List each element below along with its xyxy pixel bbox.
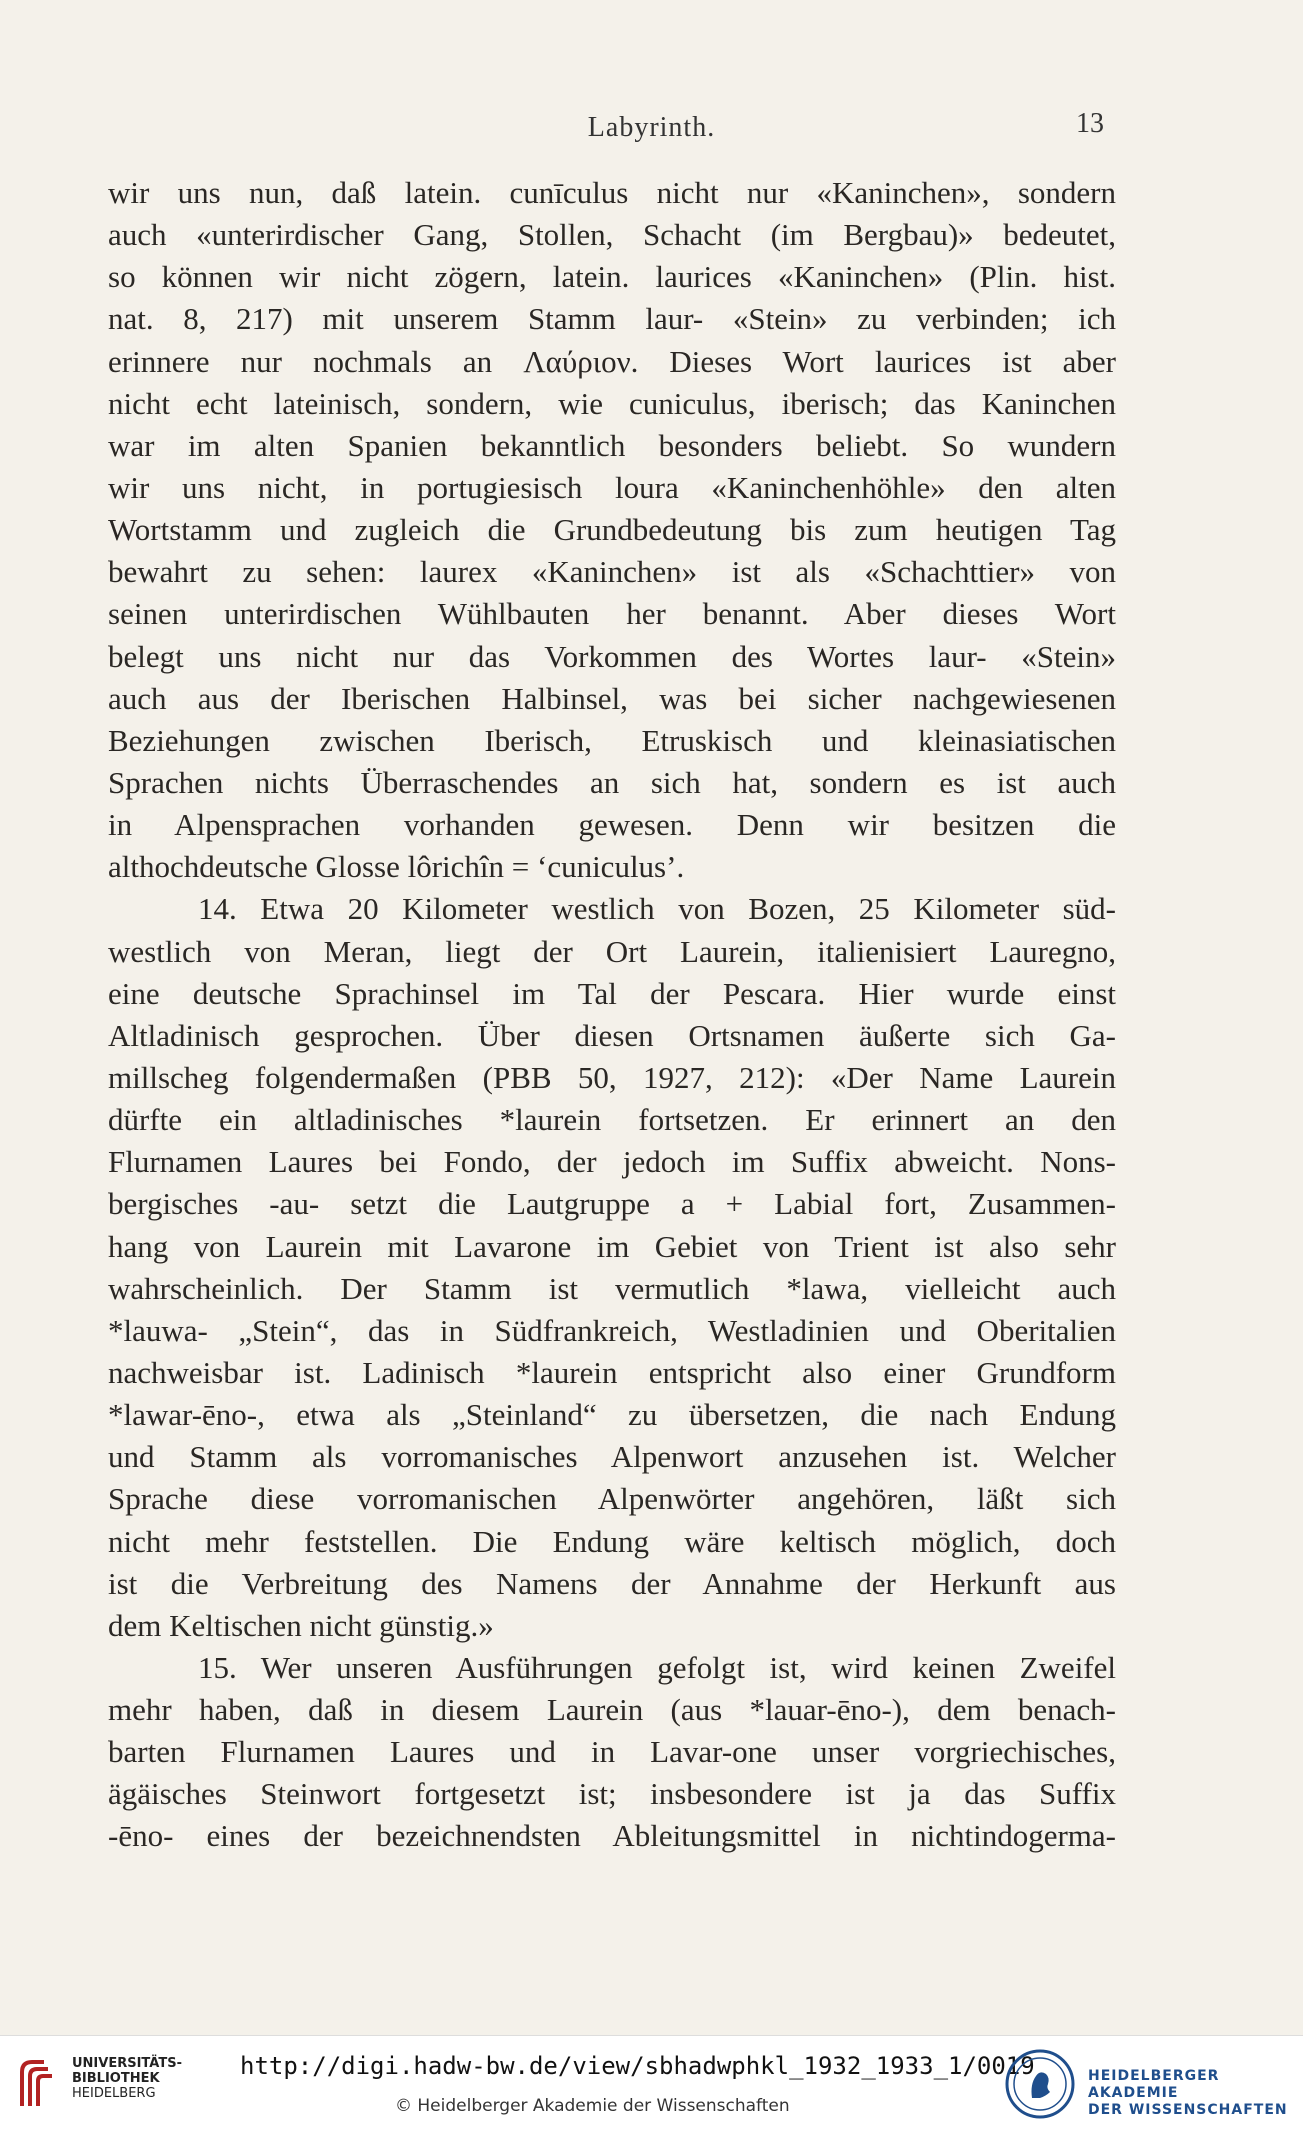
text-line: belegt uns nicht nur das Vorkommen des Wortes laur- «Stein» <box>108 638 1116 674</box>
text-line: nat. 8, 217) mit unserem Stamm laur- «Stein» zu verbinden; ich <box>108 301 1116 337</box>
text-line: nachweisbar ist. Ladinisch *laurein entspricht also einer Grundform <box>108 1354 1116 1390</box>
text-line: althochdeutsche Glosse lôrichîn = ‘cuniculus’. <box>108 849 685 885</box>
text-line: dem Keltischen nicht günstig.» <box>108 1607 494 1643</box>
footer-bar <box>0 2035 1303 2132</box>
academy-name: HEIDELBERGER AKADEMIE DER WISSENSCHAFTEN <box>1088 2068 1288 2118</box>
text-line: und Stamm als vorromanisches Alpenwort anzusehen ist. Welcher <box>108 1439 1116 1475</box>
text-line: mehr haben, daß in diesem Laurein (aus *lauar-ēno-), dem benach- <box>108 1692 1116 1728</box>
text-line: wir uns nun, daß latein. cunīculus nicht nur «Kaninchen», sondern <box>108 175 1116 210</box>
text-line: nicht mehr feststellen. Die Endung wäre keltisch möglich, doch <box>108 1523 1116 1559</box>
text-line: westlich von Meran, liegt der Ort Laurein, italienisiert Lauregno, <box>108 933 1116 969</box>
text-line: hang von Laurein mit Lavarone im Gebiet von Trient ist also sehr <box>108 1228 1116 1264</box>
library-name: UNIVERSITÄTS- BIBLIOTHEK HEIDELBERG <box>72 2056 182 2101</box>
section-15-start: 15. Wer unseren Ausführungen gefolgt ist, wird keinen Zweifel <box>198 1649 1116 1685</box>
text-line: Beziehungen zwischen Iberisch, Etruskisch und kleinasiatischen <box>108 722 1116 758</box>
text-line: barten Flurnamen Laures und in Lavar-one unser vorgriechisches, <box>108 1734 1116 1770</box>
text-line: nicht echt lateinisch, sondern, wie cuniculus, iberisch; das Kaninchen <box>108 385 1116 421</box>
page-number: 13 <box>1076 108 1104 139</box>
text-line: so können wir nicht zögern, latein. laurices «Kaninchen» (Plin. hist. <box>108 259 1116 295</box>
text-line: erinnere nur nochmals an Λαύριον. Dieses Wort laurices ist aber <box>108 343 1116 379</box>
text-line: *lawar-ēno-, etwa als „Steinland“ zu übersetzen, die nach Endung <box>108 1397 1116 1433</box>
text-line: bergisches -au- setzt die Lautgruppe a + Labial fort, Zusammen- <box>108 1186 1116 1222</box>
text-line: -ēno- eines der bezeichnendsten Ableitungsmittel in nichtindogerma- <box>108 1818 1116 1854</box>
text-line: dürfte ein altladinisches *laurein fortsetzen. Er erinnert an den <box>108 1102 1116 1138</box>
text-line: Wortstamm und zugleich die Grundbedeutung bis zum heutigen Tag <box>108 512 1116 548</box>
running-head: Labyrinth. <box>587 112 716 143</box>
library-logo-icon <box>14 2054 64 2114</box>
text-line: in Alpensprachen vorhanden gewesen. Denn wir besitzen die <box>108 807 1116 843</box>
text-line: seinen unterirdischen Wühlbauten her benannt. Aber dieses Wort <box>108 596 1116 632</box>
text-line: auch aus der Iberischen Halbinsel, was bei sicher nachgewiesenen <box>108 680 1116 716</box>
text-line: bewahrt zu sehen: laurex «Kaninchen» ist als «Schachttier» von <box>108 554 1116 590</box>
text-line: *lauwa- „Stein“, das in Südfrankreich, Westladinien und Oberitalien <box>108 1312 1116 1348</box>
text-line: Sprache diese vorromanischen Alpenwörter angehören, läßt sich <box>108 1481 1116 1517</box>
text-line: eine deutsche Sprachinsel im Tal der Pescara. Hier wurde einst <box>108 975 1116 1011</box>
text-line: Flurnamen Laures bei Fondo, der jedoch im Suffix abweicht. Nons- <box>108 1144 1116 1180</box>
text-line: auch «unterirdischer Gang, Stollen, Schacht (im Bergbau)» bedeutet, <box>108 217 1116 253</box>
text-line: Altladinisch gesprochen. Über diesen Ortsnamen äußerte sich Ga- <box>108 1017 1116 1053</box>
text-line: ägäisches Steinwort fortgesetzt ist; insbesondere ist ja das Suffix <box>108 1776 1116 1812</box>
section-14-start: 14. Etwa 20 Kilometer westlich von Bozen, 25 Kilometer süd- <box>198 891 1116 927</box>
text-line: millscheg folgendermaßen (PBB 50, 1927, 212): «Der Name Laurein <box>108 1059 1116 1095</box>
text-line: wahrscheinlich. Der Stamm ist vermutlich *lawa, vielleicht auch <box>108 1270 1116 1306</box>
text-line: ist die Verbreitung des Namens der Annahme der Herkunft aus <box>108 1565 1116 1601</box>
permalink[interactable]: http://digi.hadw-bw.de/view/sbhadwphkl_1932_1933_1/0019 <box>240 2052 1035 2080</box>
copyright-notice: © Heidelberger Akademie der Wissenschaften <box>395 2096 790 2116</box>
body-text <box>108 172 1116 1858</box>
text-line: Sprachen nichts Überraschendes an sich hat, sondern es ist auch <box>108 764 1116 800</box>
academy-seal-icon <box>1004 2048 1076 2120</box>
text-line: wir uns nicht, in portugiesisch loura «Kaninchenhöhle» den alten <box>108 469 1116 505</box>
text-line: war im alten Spanien bekanntlich besonders beliebt. So wundern <box>108 427 1116 463</box>
